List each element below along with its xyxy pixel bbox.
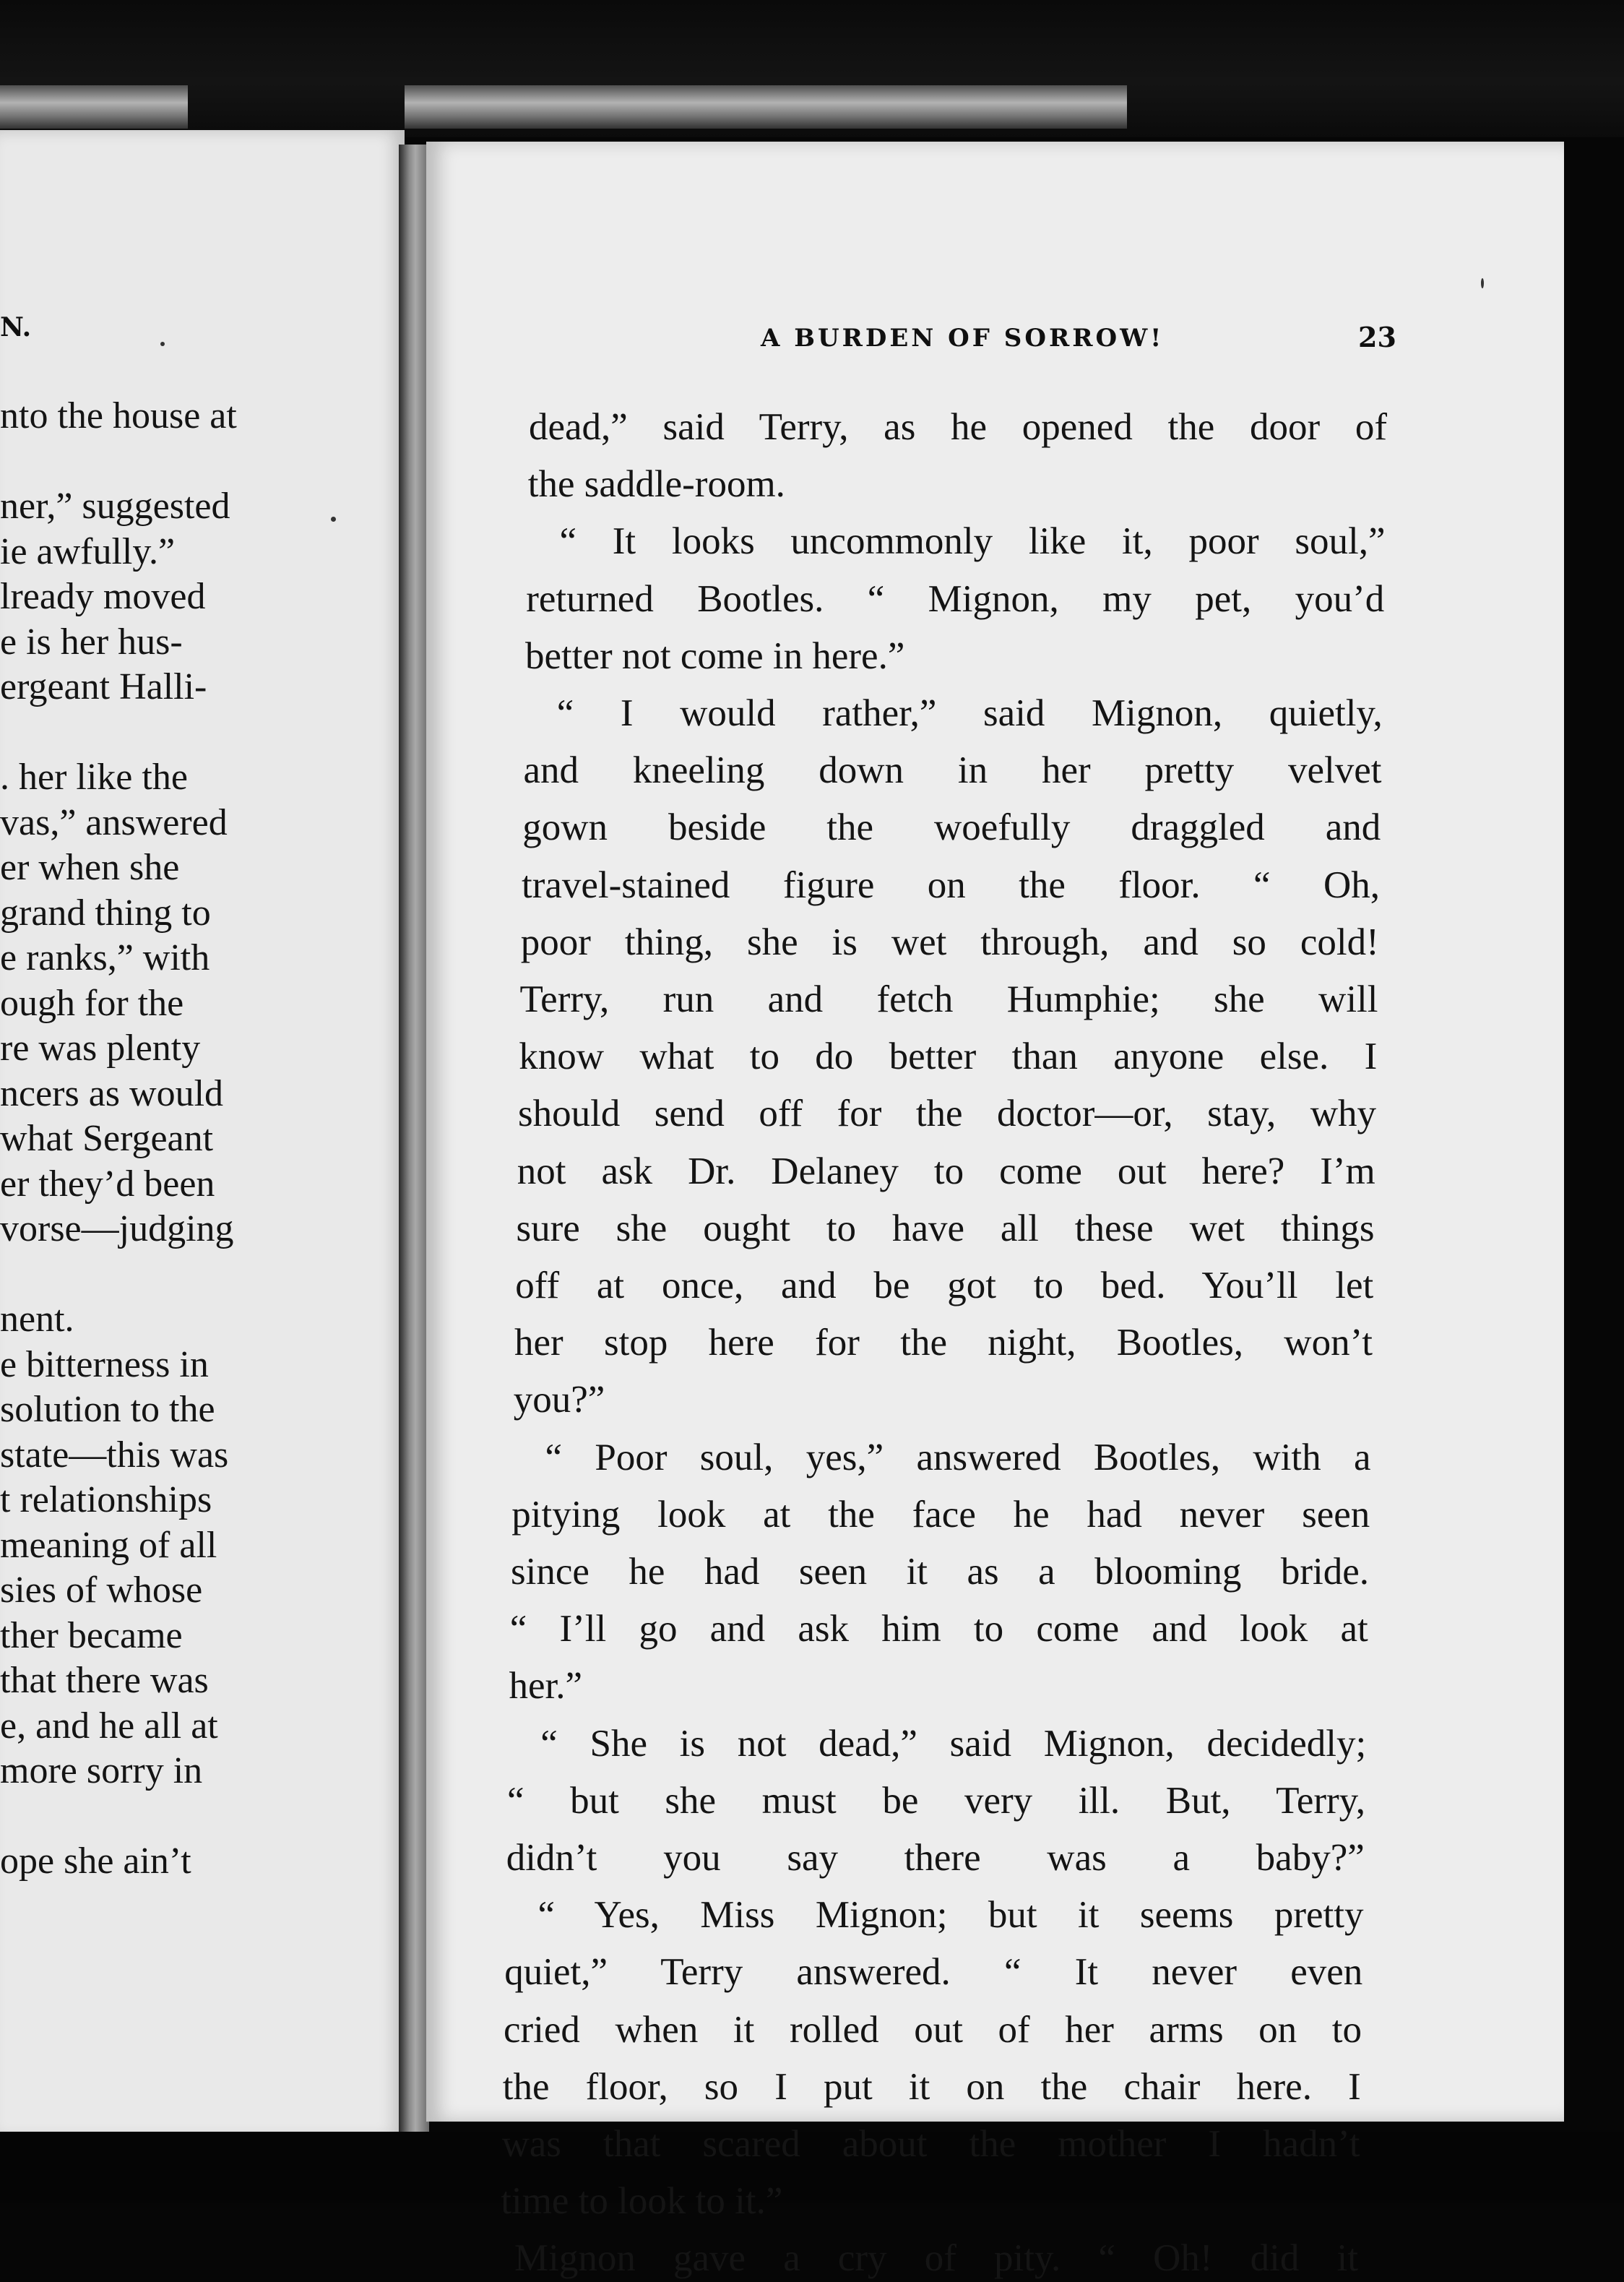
left-text-line: nent. — [0, 1299, 74, 1340]
dust-speck — [331, 517, 336, 522]
left-text-line: er they’d been — [0, 1163, 215, 1205]
body-text-line: “ I would rather,” said Mignon, quietly, — [556, 692, 1383, 734]
body-text-line: cried when it rolled out of her arms on to — [504, 2008, 1362, 2051]
body-text-line: better not come in here.” — [525, 634, 905, 677]
body-text-line: quiet,” Terry answered. “ It never even — [504, 1951, 1363, 1994]
body-text-line: “ I’ll go and ask him to come and look at — [509, 1608, 1368, 1650]
dust-speck — [1481, 278, 1484, 288]
left-text-line: nto the house at — [0, 395, 237, 436]
left-text-line: ough for the — [0, 982, 184, 1024]
left-text-line: ther became — [0, 1614, 183, 1656]
body-text-line: sure she ought to have all these wet things — [516, 1207, 1375, 1249]
left-text-line: vorse—judging — [0, 1208, 234, 1249]
body-text-line: “ Yes, Miss Mignon; but it seems pretty — [537, 1894, 1364, 1937]
book-spine-strip — [405, 85, 1127, 129]
left-text-line: that there was — [0, 1660, 209, 1701]
body-text-line: “ Poor soul, yes,” answered Bootles, with a — [545, 1436, 1371, 1478]
left-text-line: ope she ain’t — [0, 1840, 191, 1882]
body-text-line: the saddle-room. — [527, 463, 785, 506]
dust-speck — [160, 342, 165, 346]
book-spine-strip — [0, 85, 188, 129]
left-text-line: t relationships — [0, 1479, 212, 1520]
body-text-line: “ but she must be very ill. But, Terry, — [507, 1779, 1365, 1822]
left-text-line: ner,” suggested — [0, 486, 230, 527]
left-text-line: e bitterness in — [0, 1343, 209, 1385]
left-text-line: re was plenty — [0, 1028, 201, 1069]
running-head: A BURDEN OF SORROW! — [761, 324, 1165, 353]
body-text-line: “ She is not dead,” said Mignon, decidedly; — [540, 1722, 1367, 1765]
body-text-line: her stop here for the night, Bootles, won’t — [514, 1322, 1373, 1364]
left-text-line: state—this was — [0, 1434, 229, 1476]
body-text-line: should send off for the doctor—or, stay, why — [518, 1093, 1376, 1135]
left-text-line: sies of whose — [0, 1570, 203, 1611]
body-text-line: Mignon gave a cry of pity. “ Oh! did it — [514, 2237, 1358, 2280]
left-text-line: e ranks,” with — [0, 937, 210, 978]
left-text-line: solution to the — [0, 1389, 215, 1430]
body-text-line: and kneeling down in her pretty velvet — [523, 749, 1382, 792]
left-text-line: ncers as would — [0, 1072, 224, 1114]
left-text-line: grand thing to — [0, 892, 211, 934]
left-text-line: lready moved — [0, 576, 206, 617]
book-gutter — [399, 145, 429, 2153]
body-text-line: know what to do better than anyone else. I — [519, 1035, 1378, 1078]
body-text-line: off at once, and be got to bed. You’ll let — [515, 1265, 1374, 1306]
left-text-line: ie awfully.” — [0, 530, 176, 572]
left-text-line: e is her hus- — [0, 621, 183, 663]
left-text-line: e, and he all at — [0, 1705, 218, 1747]
left-running-head: N. — [0, 312, 32, 343]
body-text-line: since he had seen it as a blooming bride. — [511, 1551, 1369, 1593]
body-text-line: gown beside the woefully draggled and — [522, 806, 1381, 849]
body-text-line: didn’t you say there was a baby?” — [506, 1837, 1365, 1879]
body-text-line: the floor, so I put it on the chair here. I — [502, 2065, 1361, 2108]
left-text-line: . her like the — [0, 757, 188, 798]
page-number: 23 — [1358, 321, 1396, 353]
body-text-line: poor thing, she is wet through, and so cold! — [520, 921, 1379, 963]
left-text-line: more sorry in — [0, 1750, 203, 1791]
body-text-line: her.” — [509, 1665, 583, 1708]
body-text-line: was that scared about the mother I hadn’t — [501, 2123, 1360, 2165]
body-text-line: “ It looks uncommonly like it, poor soul,” — [559, 520, 1386, 563]
body-text-line: not ask Dr. Delaney to come out here? I’m — [517, 1150, 1375, 1192]
left-text-line: what Sergeant — [0, 1118, 214, 1159]
left-text-line: meaning of all — [0, 1524, 217, 1566]
body-text-line: dead,” said Terry, as he opened the door of — [529, 406, 1387, 448]
left-text-line: ergeant Halli- — [0, 666, 207, 707]
body-text-line: returned Bootles. “ Mignon, my pet, you’d — [526, 577, 1385, 620]
body-text-line: travel-stained figure on the floor. “ Oh, — [522, 864, 1380, 906]
body-text-line: pitying look at the face he had never seen — [511, 1493, 1370, 1536]
body-text-line: Terry, run and fetch Humphie; she will — [519, 978, 1378, 1020]
left-text-line: vas,” answered — [0, 801, 228, 843]
body-text-line: time to look to it.” — [501, 2180, 783, 2223]
body-text-line: you?” — [513, 1379, 605, 1421]
left-text-line: er when she — [0, 847, 180, 888]
